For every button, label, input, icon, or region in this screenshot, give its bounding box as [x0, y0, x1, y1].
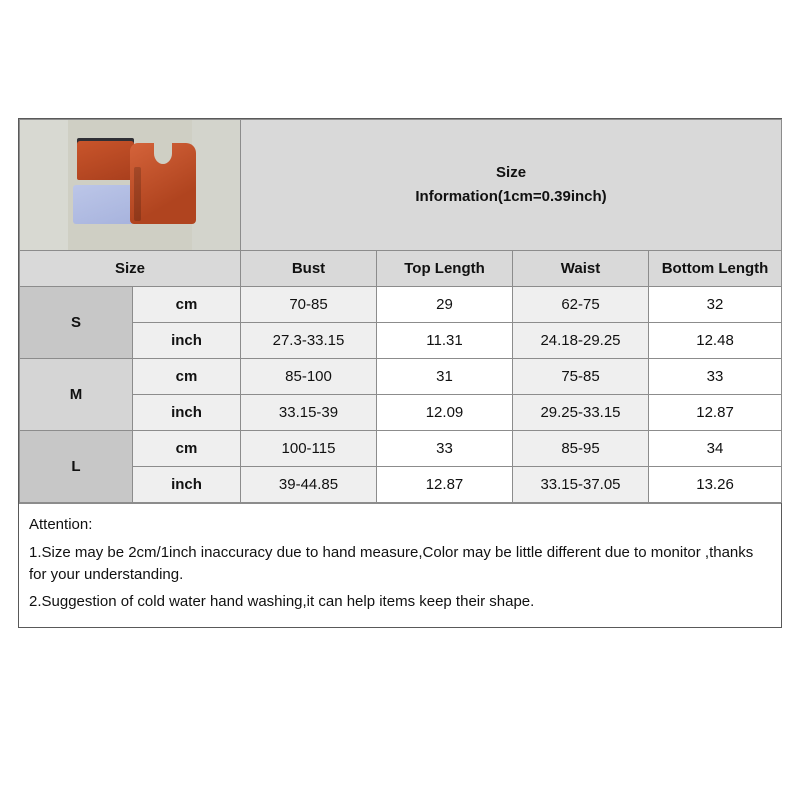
photo-bg-left	[20, 120, 68, 250]
column-header-bottom-length: Bottom Length	[649, 251, 782, 287]
table-row	[20, 395, 782, 431]
table-row	[20, 359, 782, 395]
size-information-title	[241, 120, 782, 251]
cell-s-inch-bottom-length: 12.48	[649, 323, 782, 359]
cell-l-inch-bust: 39-44.85	[241, 467, 377, 503]
cell-m-cm-bottom-length: 33	[649, 359, 782, 395]
garment-folded-blue	[73, 185, 135, 224]
cell-m-cm-bust: 85-100	[241, 359, 377, 395]
product-photo	[20, 120, 240, 250]
product-photo-cell	[20, 120, 241, 251]
cell-l-inch-bottom-length: 13.26	[649, 467, 782, 503]
cell-l-cm-waist: 85-95	[513, 431, 649, 467]
size-chart	[18, 118, 782, 628]
cell-m-inch-bottom-length: 12.87	[649, 395, 782, 431]
unit-inch-s: inch	[133, 323, 241, 359]
attention-line-2: 2.Suggestion of cold water hand washing,it can help items keep their shape.	[29, 593, 535, 611]
column-header-top-length: Top Length	[377, 251, 513, 287]
cell-l-cm-bottom-length: 34	[649, 431, 782, 467]
cell-m-inch-bust: 33.15-39	[241, 395, 377, 431]
cell-s-cm-bottom-length: 32	[649, 287, 782, 323]
cell-l-inch-top-length: 12.87	[377, 467, 513, 503]
unit-inch-m: inch	[133, 395, 241, 431]
table-row	[20, 287, 782, 323]
photo-bg-right	[192, 120, 240, 250]
table-row	[20, 323, 782, 359]
title-line-2: Information(1cm=0.39inch)	[415, 188, 607, 205]
cell-m-inch-waist: 29.25-33.15	[513, 395, 649, 431]
table-row	[20, 467, 782, 503]
cell-s-inch-top-length: 11.31	[377, 323, 513, 359]
cell-s-inch-waist: 24.18-29.25	[513, 323, 649, 359]
cell-s-cm-waist: 62-75	[513, 287, 649, 323]
cell-s-cm-bust: 70-85	[241, 287, 377, 323]
column-header-bust: Bust	[241, 251, 377, 287]
column-header-size: Size	[20, 251, 241, 287]
unit-cm-l: cm	[133, 431, 241, 467]
cell-l-cm-bust: 100-115	[241, 431, 377, 467]
size-table	[19, 119, 782, 503]
size-label-l: L	[20, 431, 133, 503]
column-header-waist: Waist	[513, 251, 649, 287]
cell-m-cm-top-length: 31	[377, 359, 513, 395]
cell-m-inch-top-length: 12.09	[377, 395, 513, 431]
attention-line-1: 1.Size may be 2cm/1inch inaccuracy due to hand measure,Color may be little different due to monitor ,thanks for your understanding.	[29, 543, 754, 583]
title-line-1: Size	[496, 164, 527, 181]
garment-folded-orange	[77, 141, 134, 180]
cell-l-inch-waist: 33.15-37.05	[513, 467, 649, 503]
garment-neckline	[154, 143, 172, 164]
attention-heading: Attention:	[29, 516, 93, 533]
size-label-m: M	[20, 359, 133, 431]
size-label-s: S	[20, 287, 133, 359]
cell-m-cm-waist: 75-85	[513, 359, 649, 395]
cell-s-inch-bust: 27.3-33.15	[241, 323, 377, 359]
table-row	[20, 431, 782, 467]
garment-shadow	[134, 167, 141, 222]
unit-cm-m: cm	[133, 359, 241, 395]
cell-s-cm-top-length: 29	[377, 287, 513, 323]
table-row-banner	[20, 120, 782, 251]
table-header-row	[20, 251, 782, 287]
cell-l-cm-top-length: 33	[377, 431, 513, 467]
attention-block	[19, 503, 781, 627]
unit-cm-s: cm	[133, 287, 241, 323]
unit-inch-l: inch	[133, 467, 241, 503]
